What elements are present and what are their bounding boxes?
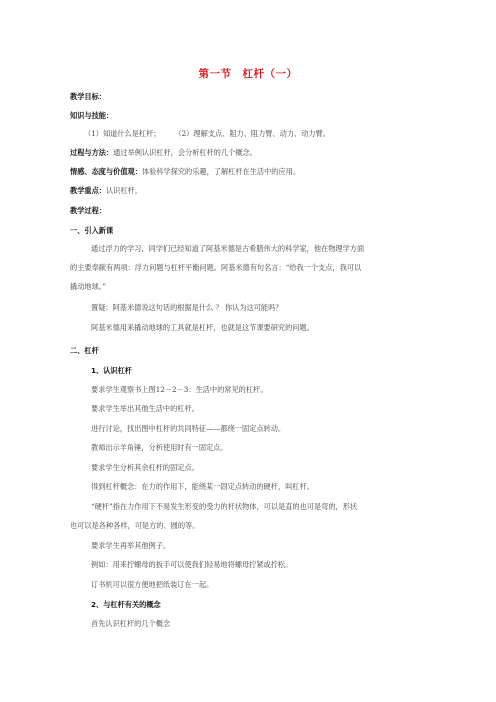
attitude-values-row — [70, 167, 300, 176]
body-line: 订书机可以很方便地把纸装订在一起。 — [91, 580, 214, 589]
body-line: 例如：用来拧螺母的扳手可以使我们轻易地将螺母拧紧或拧松。 — [91, 560, 293, 569]
body-line: 要求学生再举其他例子。 — [91, 541, 171, 550]
teaching-focus-text: 认识杠杆。 — [105, 186, 142, 195]
subsection-two-heading: 2、与杠杆有关的概念 — [91, 600, 161, 609]
part-one-heading: 一、引入新课 — [70, 226, 114, 235]
process-methods-text: 通过举例认识杠杆，会分析杠杆的几个概念。 — [113, 148, 257, 157]
knowledge-item-2: （2）理解支点、阻力、阻力臂、动力、动力臂。 — [174, 129, 330, 138]
process-methods-label: 过程与方法： — [70, 148, 114, 157]
body-line: 要求学生分析其余杠杆的固定点。 — [91, 463, 199, 472]
process-methods-row — [70, 148, 257, 157]
knowledge-item-1: （1）知道什么是杠杆； — [84, 129, 161, 138]
page-title: 第一节 杠杆（一） — [198, 68, 298, 80]
body-line: 首先认识杠杆的几个概念 — [91, 619, 171, 628]
intro-question: 置疑：阿基米德说这句话的根据是什么 ？ 你认为这可能吗？ — [91, 303, 283, 312]
teaching-objectives-heading: 教学目标： — [70, 92, 106, 101]
body-line: 进行讨论，找出图中杠杆的共同特征——都绕一固定点转动。 — [91, 424, 286, 433]
knowledge-item-row — [84, 129, 330, 138]
teaching-procedure-heading: 教学过程： — [70, 206, 106, 215]
body-line: 得到杠杆概念：在力的作用下，能绕某一固定点转动的硬杆，叫杠杆。 — [91, 482, 314, 491]
body-line: 教师出示羊角锤，分析使用时有一固定点。 — [91, 443, 228, 452]
teaching-focus-label: 教学重点： — [70, 186, 106, 195]
intro-conclusion: 阿基米德用来撬动地球的工具就是杠杆，也就是这节课要研究的问题。 — [91, 323, 314, 332]
intro-paragraph-line: 通过浮力的学习，同学们已经知道了阿基米德是古希腊伟大的科学家，他在物理学方面 — [91, 244, 365, 253]
intro-paragraph-line: 撬动地球。” — [70, 282, 107, 291]
attitude-values-text: 体验科学探究的乐趣，了解杠杆在生活中的应用。 — [141, 167, 301, 176]
intro-paragraph-line: 的主要奉献有两项：浮力问题与杠杆平衡问题。阿基米德有句名言：“给我一个支点，我可以 — [70, 263, 362, 272]
knowledge-skills-heading: 知识与技能： — [70, 111, 114, 120]
body-line: 要求学生举出其他生活中的杠杆。 — [91, 404, 199, 413]
subsection-one-heading: 1、认识杠杆 — [91, 366, 132, 375]
teaching-focus-row — [70, 186, 142, 195]
attitude-values-label: 情感、态度与价值观： — [70, 167, 142, 176]
body-line: “硬杆”指在力作用下不易发生形变的受力的杆状物体，可以是直的也可是弯的，形状 — [91, 502, 358, 511]
body-line: 也可以是各种各样，可是方的、圆的等。 — [70, 521, 200, 530]
body-line: 要求学生观察书上图12－2－3：生活中的常见的杠杆。 — [91, 385, 268, 394]
part-two-heading: 二、杠杆 — [70, 346, 99, 355]
